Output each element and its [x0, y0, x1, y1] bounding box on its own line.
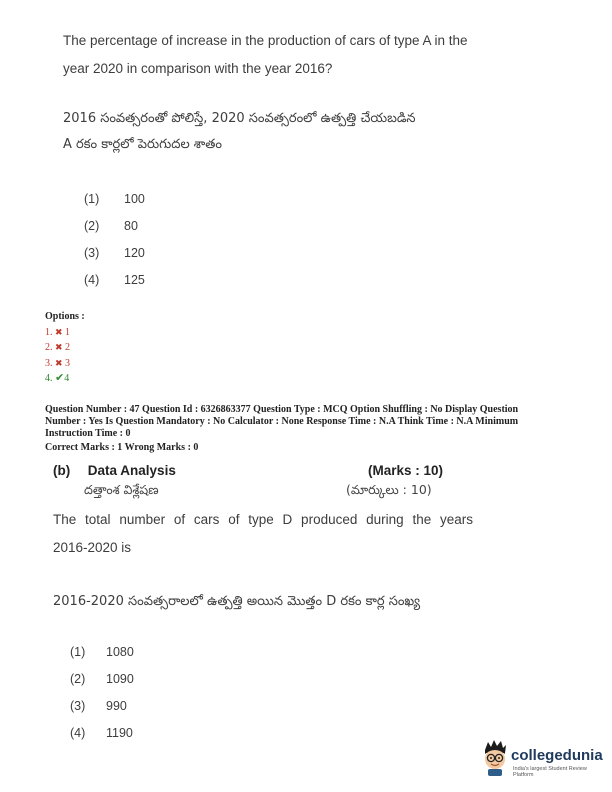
cross-icon: ✖ — [55, 357, 63, 368]
option-value: 100 — [124, 192, 145, 206]
question2-option[interactable] — [70, 699, 134, 726]
check-icon: ✔ — [55, 372, 65, 384]
option-number: (3) — [70, 699, 86, 713]
meta-line3: Instruction Time : 0 — [45, 428, 131, 439]
question-meta — [45, 404, 565, 454]
option-number: (4) — [70, 726, 86, 740]
option-value: 1090 — [106, 672, 134, 686]
cross-icon: ✖ — [55, 342, 63, 352]
question2-option[interactable] — [70, 726, 134, 753]
section-label: (b) — [53, 463, 71, 478]
question1-telugu-line2: A రకం కార్లలో పెరుగుదల శాతం — [63, 137, 222, 152]
option-number: (4) — [84, 273, 100, 287]
question2-option[interactable] — [70, 645, 134, 672]
question1-option[interactable] — [84, 219, 145, 246]
section-marks: (Marks : 10) — [368, 463, 444, 478]
question1-english-line2: year 2020 in comparison with the year 2016? — [63, 61, 333, 76]
option-value: 990 — [106, 699, 127, 713]
logo-tagline: India's largest Student Review Platform — [513, 766, 587, 778]
options-header: Options : — [45, 311, 85, 322]
option-value: 125 — [124, 273, 145, 287]
question2-english-line2: 2016-2020 is — [53, 540, 132, 555]
option-value: 1190 — [106, 726, 133, 740]
logo-brand: collegedunia — [511, 747, 603, 764]
question1-option[interactable] — [84, 273, 145, 300]
section-title: Data Analysis — [87, 463, 176, 478]
mascot-icon — [480, 738, 510, 776]
answer-option-3: 3. ✖ 3 — [45, 357, 71, 369]
question2-option[interactable] — [70, 672, 134, 699]
option-number: (2) — [84, 219, 100, 233]
section-title-telugu: దత్తాంశ విశ్లేషణ — [84, 482, 159, 497]
question1-telugu — [63, 106, 416, 158]
option-number: (1) — [70, 645, 86, 659]
question1-options — [84, 192, 145, 300]
meta-line4: Correct Marks : 1 Wrong Marks : 0 — [45, 442, 199, 453]
option-number: (2) — [70, 672, 86, 686]
question1-option[interactable] — [84, 192, 145, 219]
question1-option[interactable] — [84, 246, 145, 273]
answer-option-2: 2. ✖ 2 — [45, 342, 71, 353]
answer-option-1: 1. ✖ 1 — [45, 326, 71, 338]
question2-options — [70, 645, 134, 753]
meta-line1: Question Number : 47 Question Id : 6326863377 Question Type : MCQ Option Shuffling : No Display Question — [45, 404, 519, 415]
section-marks-telugu: (మార్కులు : 10) — [346, 482, 432, 497]
option-value: 80 — [124, 219, 138, 233]
meta-line2: Number : Yes Is Question Mandatory : No Calculator : None Response Time : N.A Think Time : N.A Minimum — [45, 416, 519, 427]
cross-icon: ✖ — [55, 326, 63, 337]
question2-english-line1: The total number of cars of type D produced during the years — [53, 512, 473, 527]
option-number: (1) — [84, 192, 100, 206]
answer-options — [45, 309, 85, 387]
question1-english-line1: The percentage of increase in the production of cars of type A in the — [63, 33, 468, 48]
collegedunia-logo — [480, 738, 606, 778]
question2-telugu-line1: 2016-2020 సంవత్సరాలలో ఉత్పత్తి అయిన మొత్తం D రకం కార్ల సంఖ్య — [53, 594, 421, 609]
section-header — [53, 463, 176, 478]
option-number: (3) — [84, 246, 100, 260]
option-value: 1080 — [106, 645, 134, 659]
question1-telugu-line1: 2016 సంవత్సరంతో పోలిస్తే, 2020 సంవత్సరంలో ఉత్పత్తి చేయబడిన — [63, 111, 416, 126]
answer-option-4: 4. ✔4 — [45, 372, 70, 384]
question1-text — [63, 27, 468, 83]
option-value: 120 — [124, 246, 145, 260]
